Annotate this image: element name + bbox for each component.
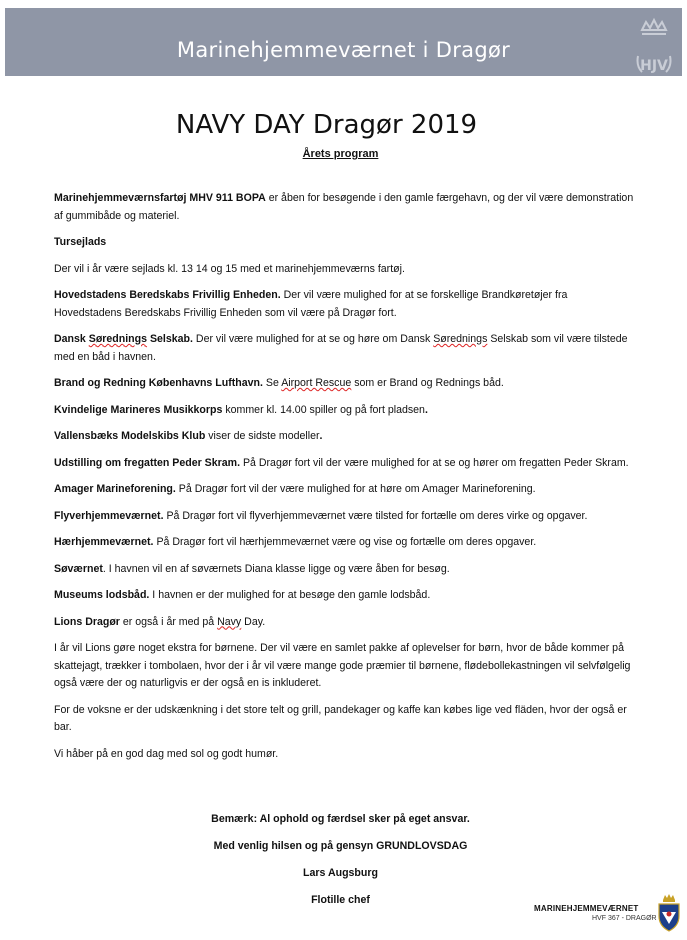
program-item: Dansk Sørednings Selskab. Der vil være mulighed for at se og høre om Dansk Sørednings Selskab som vil være tilstede med en båd i havnen.	[54, 333, 628, 363]
footer-logo	[534, 894, 682, 934]
svg-text:HJV: HJV	[640, 58, 668, 74]
program-paragraph: I år vil Lions gøre noget ekstra for børnene. Der vil være en samlet pakke af oplevelser for børn, hvor de både kommer på skattejagt, trækker i tombolaen, hvor der i år vil være mange gode præmier til børnene, flødebollekastningen vil selvfølgelig også være der og naturligvis er der også en is inkluderet.	[54, 642, 631, 689]
signer-role: Flotille chef	[311, 894, 370, 906]
header-banner	[5, 8, 682, 76]
page-title: NAVY DAY Dragør 2019	[175, 110, 478, 140]
program-item: Flyverhjemmeværnet. På Dragør fort vil flyverhjemmeværnet være tilsted for fortælle om deres virke og opgaver.	[54, 509, 588, 522]
signer-name: Lars Augsburg	[303, 867, 378, 879]
program-item: Udstilling om fregatten Peder Skram. På Dragør fort vil der være mulighed for at se og hører om fregatten Peder Skram.	[54, 456, 629, 469]
program-item: Amager Marineforening. På Dragør fort vil der være mulighed for at høre om Amager Marineforening.	[54, 483, 536, 495]
footer-logo-line1: MARINEHJEMMEVÆRNET	[534, 904, 639, 913]
notice-text: Bemærk: Al ophold og færdsel sker på eget ansvar.	[211, 813, 470, 825]
marine-crest-icon	[656, 894, 682, 932]
footer-logo-line2: HVF 367 - DRAGØR	[592, 915, 657, 922]
program-item: Museums lodsbåd. I havnen er der mulighed for at besøge den gamle lodsbåd.	[54, 589, 431, 601]
program-paragraph: Vi håber på en god dag med sol og godt humør.	[54, 747, 279, 760]
program-body	[54, 190, 634, 772]
program-item: Marinehjemmeværnsfartøj MHV 911 BOPA er åben for besøgende i den gamle færgehavn, og der vil være demonstration af gummibåde og materiel.	[54, 192, 634, 222]
header-title: Marinehjemmeværnet i Dragør	[176, 38, 511, 62]
program-paragraph: For de voksne er der udskænkning i det store telt og grill, pandekager og kaffe kan købes lige ved fläden, hvor der også er bar.	[54, 703, 627, 733]
page-subtitle: Årets program	[302, 148, 379, 160]
program-item: Hovedstadens Beredskabs Frivillig Enheden. Der vil være mulighed for at se forskellige Brandkøretøjer fra Hovedstadens Beredskabs Frivillig Enheden som vil være på Dragør fort.	[54, 289, 568, 319]
program-item: Søværnet. I havnen vil en af søværnets Diana klasse ligge og være åben for besøg.	[54, 562, 450, 575]
program-item: Brand og Redning Københavns Lufthavn. Se Airport Rescue som er Brand og Rednings båd.	[54, 377, 504, 389]
greeting-text: Med venlig hilsen og på gensyn GRUNDLOVSDAG	[213, 840, 468, 852]
program-item: Tursejlads	[54, 236, 107, 248]
hjv-crest-icon	[632, 16, 676, 76]
program-item: Der vil i år være sejlads kl. 13 14 og 15 med et marinehjemmeværns fartøj.	[54, 262, 405, 275]
program-item: Vallensbæks Modelskibs Klub viser de sidste modeller.	[54, 430, 323, 442]
program-item: Hærhjemmeværnet. På Dragør fort vil hærhjemmeværnet være og vise og fortælle om deres opgaver.	[54, 536, 537, 548]
program-item: Lions Dragør er også i år med på Navy Day.	[54, 615, 266, 628]
program-item: Kvindelige Marineres Musikkorps kommer kl. 14.00 spiller og på fort pladsen.	[54, 403, 428, 416]
